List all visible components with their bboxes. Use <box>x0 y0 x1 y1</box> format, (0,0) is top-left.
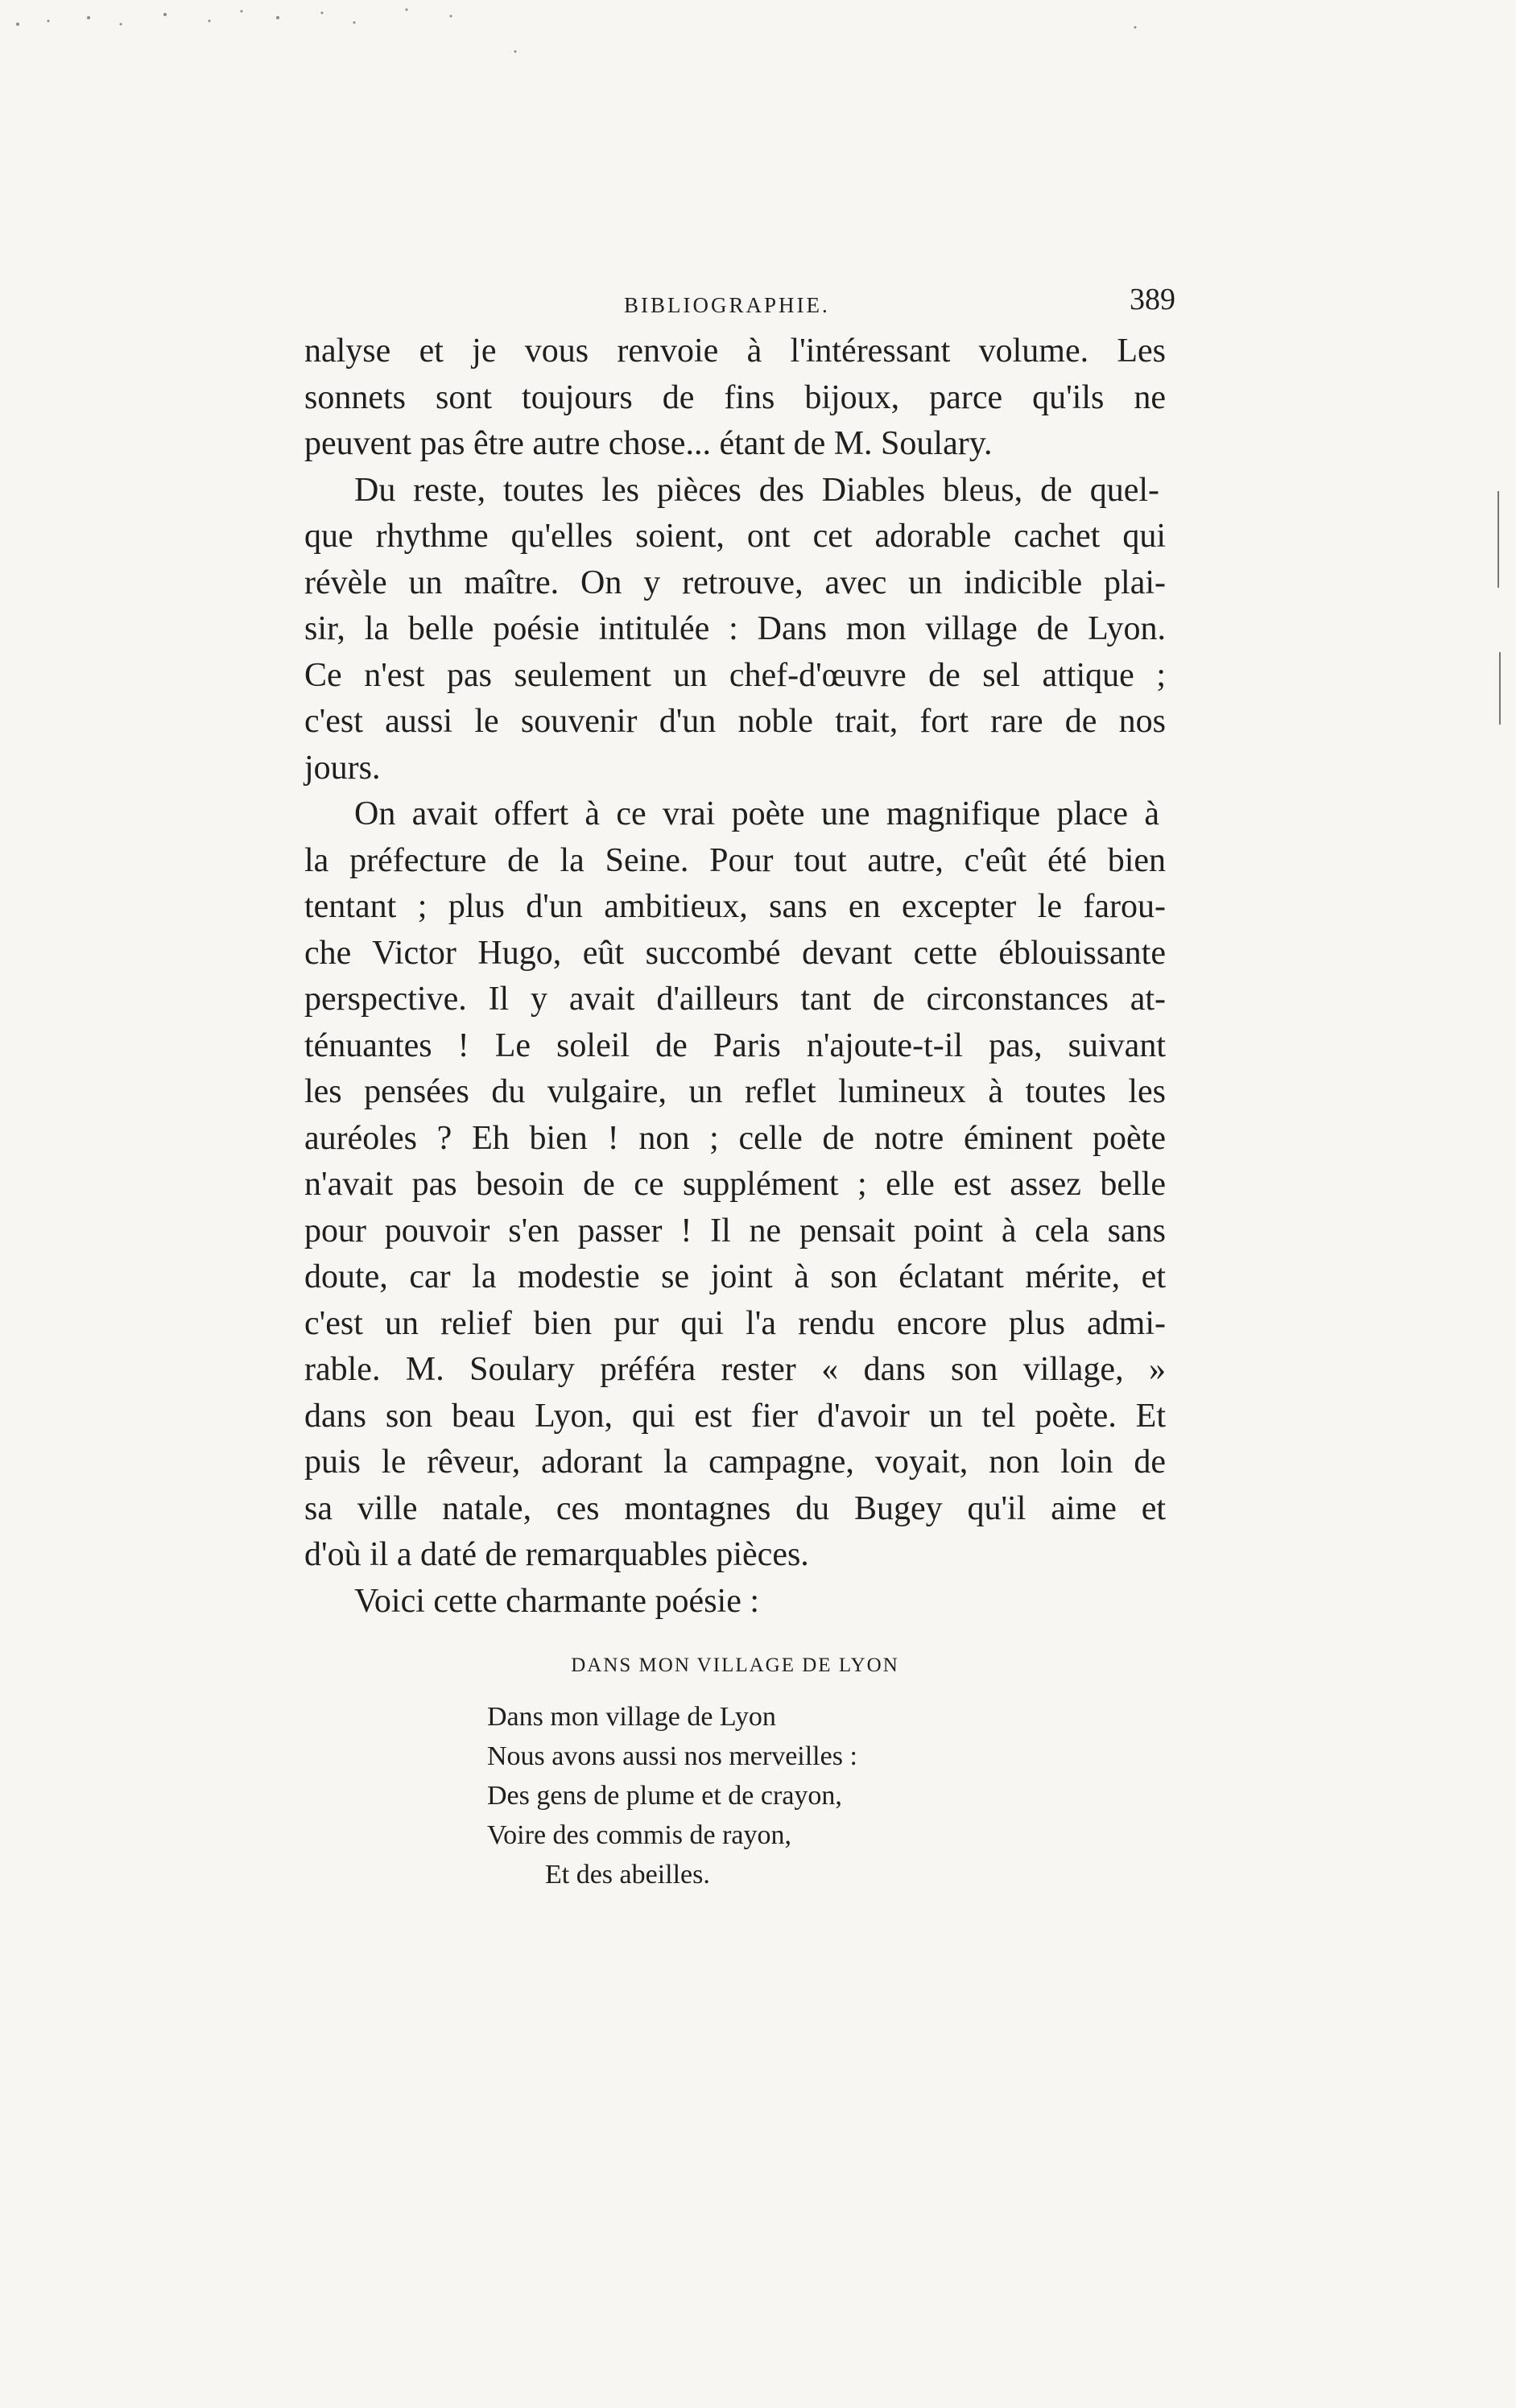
text-line: sonnets sont toujours de fins bijoux, parce qu'ils ne <box>304 378 1166 416</box>
poem <box>487 1697 857 1894</box>
text-line: perspective. Il y avait d'ailleurs tant de circonstances at- <box>304 981 1166 1018</box>
running-head <box>306 282 1175 330</box>
text-line: Du reste, toutes les pièces des Diables bleus, de quel- <box>354 471 1159 509</box>
text-line: c'est aussi le souvenir d'un noble trait, fort rare de nos <box>304 703 1166 740</box>
text-line: tentant ; plus d'un ambitieux, sans en excepter le farou- <box>304 888 1166 925</box>
text-line: nalyse et je vous renvoie à l'intéressant volume. Les <box>304 332 1166 370</box>
text-line: jours. <box>304 749 381 787</box>
paragraph <box>304 328 1166 468</box>
text-line: dans son beau Lyon, qui est fier d'avoir un tel poète. Et <box>304 1397 1166 1435</box>
text-line: n'avait pas besoin de ce supplément ; elle est assez belle <box>304 1166 1166 1203</box>
poem-verse: Et des abeilles. <box>545 1860 710 1890</box>
paragraph <box>304 468 1166 792</box>
text-line: Ce n'est pas seulement un chef-d'œuvre de sel attique ; <box>304 656 1166 694</box>
poem-verse: Dans mon village de Lyon <box>487 1702 776 1732</box>
text-line: c'est un relief bien pur qui l'a rendu encore plus admi- <box>304 1304 1166 1342</box>
scan-edge-mark <box>1499 652 1501 725</box>
body-text <box>304 328 1166 1625</box>
text-line: ténuantes ! Le soleil de Paris n'ajoute-t-il pas, suivant <box>304 1026 1166 1064</box>
page-number: 389 <box>1130 283 1175 316</box>
text-line: les pensées du vulgaire, un reflet lumineux à toutes les <box>304 1073 1166 1110</box>
poem-verse: Nous avons aussi nos merveilles : <box>487 1741 857 1771</box>
poem-verse: Voire des commis de rayon, <box>487 1820 792 1850</box>
text-line: d'où il a daté de remarquables pièces. <box>304 1536 809 1573</box>
text-line: révèle un maître. On y retrouve, avec un indicible plai- <box>304 564 1166 601</box>
paragraph <box>304 1579 1166 1625</box>
paragraph <box>304 791 1166 1579</box>
text-line: rable. M. Soulary préféra rester « dans son village, » <box>304 1351 1166 1388</box>
text-line: pour pouvoir s'en passer ! Il ne pensait point à cela sans <box>304 1212 1166 1249</box>
text-line: che Victor Hugo, eût succombé devant cette éblouissante <box>304 934 1166 972</box>
text-line: sa ville natale, ces montagnes du Bugey qu'il aime et <box>304 1489 1166 1527</box>
text-line: puis le rêveur, adorant la campagne, voyait, non loin de <box>304 1444 1166 1481</box>
text-line: Voici cette charmante poésie : <box>354 1582 760 1620</box>
poem-verse: Des gens de plume et de crayon, <box>487 1781 842 1811</box>
text-line: que rhythme qu'elles soient, ont cet adorable cachet qui <box>304 518 1166 555</box>
text-line: auréoles ? Eh bien ! non ; celle de notre éminent poète <box>304 1119 1166 1157</box>
text-line: On avait offert à ce vrai poète une magnifique place à <box>354 795 1159 832</box>
text-line: sir, la belle poésie intitulée : Dans mon village de Lyon. <box>304 610 1166 647</box>
scan-speckles <box>0 0 1516 113</box>
scan-edge-mark <box>1497 491 1499 588</box>
text-line: la préfecture de la Seine. Pour tout autre, c'eût été bien <box>304 841 1166 879</box>
poem-title: DANS MON VILLAGE DE LYON <box>571 1654 899 1676</box>
text-line: doute, car la modestie se joint à son éclatant mérite, et <box>304 1258 1166 1295</box>
text-line: peuvent pas être autre chose... étant de M. Soulary. <box>304 425 993 462</box>
running-title: BIBLIOGRAPHIE. <box>624 293 830 317</box>
